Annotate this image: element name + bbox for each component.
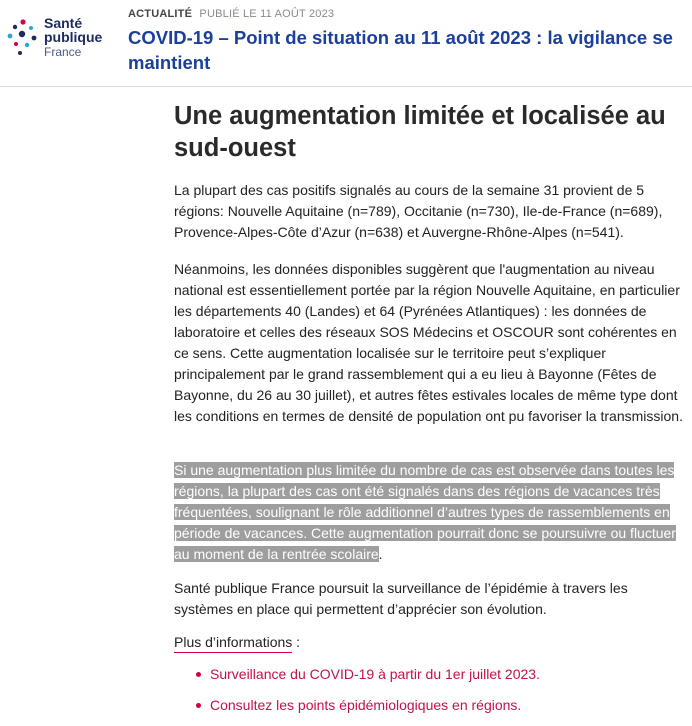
bullet-icon [196,672,201,677]
logo-line-2: publique [44,29,103,45]
paragraph-surveillance: Santé publique France poursuit la surveillance de l’épidémie à travers les systèmes en place qui permettent d’apprécier son évolution. [174,580,628,617]
list-item [194,695,540,726]
list-item [194,664,540,695]
paragraph-nouvelle-aquitaine: Néanmoins, les données disponibles suggèrent que l'augmentation au niveau national est essentiellement portée par la région Nouvelle Aquitaine, en particulier les départements 40 (Landes) et 64 (Pyrénées Atlantiques) : les données de laboratoire et celles des réseaux SOS Médecins et OSCOUR sont cohérentes en ce sens. Cette augmentation localisée sur le territoire peut s’expliquer principalement par le grand rassemblement qui a eu lieu à Bayonne (Fêtes de Bayonne, du 26 au 30 juillet), et autres fêtes estivales locales de même type dont les conditions en termes de densité de population ont pu favoriser la transmission. [174,261,683,424]
article-category: ACTUALITÉ [128,8,193,20]
publish-date: PUBLIÉ LE 11 AOÛT 2023 [199,8,335,20]
link-surveillance-covid[interactable]: Surveillance du COVID-19 à partir du 1er juillet 2023. [210,666,540,682]
link-regional-bulletins[interactable]: Consultez les points épidémiologiques en régions. [210,697,522,713]
more-info-label: Plus d’informations [174,634,292,653]
selected-text[interactable]: Si une augmentation plus limitée du nombre de cas est observée dans toutes les régions, la plupart des cas ont été signalés dans des régions de vacances très fréquentées, soulignant le rôle additionnel d’autres types de rassemblements en période de vacances. Cette augmentation pourrait donc se poursuivre ou fluctuer au moment de la rentrée scolaire [174,462,676,562]
page-title: COVID-19 – Point de situation au 11 août 2023 : la vigilance se maintient [128,27,673,73]
section-title: Une augmentation limitée et localisée au sud-ouest [174,102,666,162]
logo-dots-icon [6,18,40,58]
more-info-links [194,664,540,726]
logo-line-1: Santé [44,15,83,31]
paragraph-end-period: . [378,546,383,562]
more-info-suffix: : [292,634,301,650]
logo-wordmark [44,16,102,59]
paragraph-vacation-regions [174,460,684,565]
paragraph-regions: La plupart des cas positifs signalés au cours de la semaine 31 provient de 5 régions: Nouvelle Aquitaine (n=789), Occitanie (n=730), Ile-de-France (n=689), Provence-Alpes-Côte d’Azur (n=638) et Auvergne-Rhône-Alpes (n=541). [174,182,663,240]
sante-publique-france-logo[interactable] [6,14,116,70]
article-body [174,100,684,713]
bullet-icon [196,703,201,708]
article-meta [128,8,334,20]
more-info-heading [174,632,300,653]
site-header [0,0,692,87]
logo-line-3: France [44,45,82,59]
